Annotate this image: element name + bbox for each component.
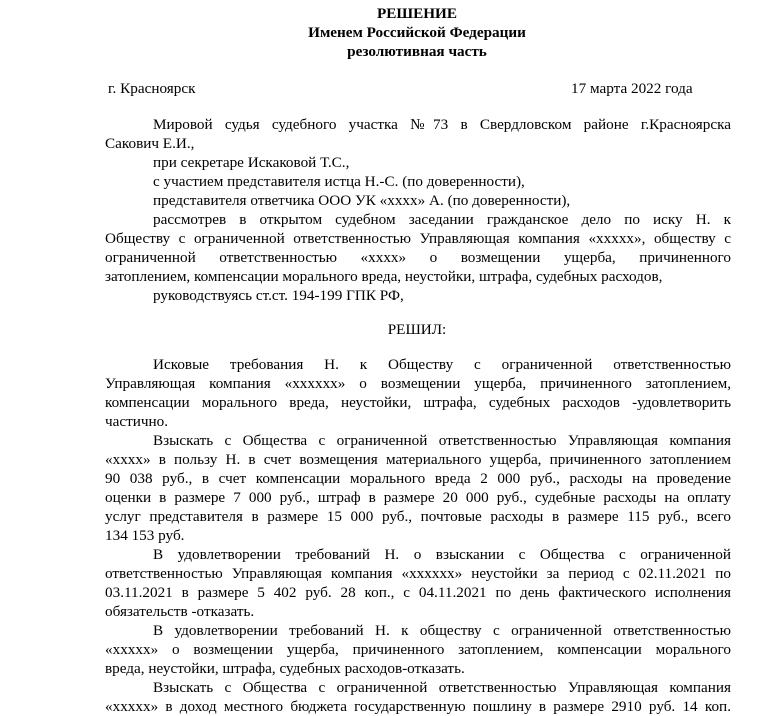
ruling-p5-line: Взыскать с Общества с ограниченной ответственностью Управляющая компания [153,679,731,696]
ruling-p2-line: 134 153 руб. [105,527,185,544]
ruling-p2-line: услуг представителя в размере 15 000 руб., почтовые расходы в размере 115 руб., всего [105,508,731,525]
plaintiff-rep-line: с участием представителя истца Н.-С. (по доверенности), [153,173,525,190]
case-line-3: ограниченной ответственностью «хххх» о возмещении ущерба, причиненного [105,249,731,266]
ruling-p1-line: Управляющая компания «хххххх» о возмещении ущерба, причиненного затоплением, [105,375,731,392]
document-title: РЕШЕНИЕ [377,5,457,22]
case-line-1: рассмотрев в открытом судебном заседании гражданское дело по иску Н. к [153,211,731,228]
case-line-4: затоплением, компенсации морального вреда, неустойки, штрафа, судебных расходов, [105,268,663,285]
defendant-rep-line: представителя ответчика ООО УК «хххх» А. (по доверенности), [153,192,571,209]
ruling-p5-line: «ххххх» в доход местного бюджета государственную пошлину в размере 2910 руб. 14 коп. [105,698,731,715]
ruling-p1-line: частично. [105,413,169,430]
ruling-p3-line: ответственностью Управляющая компания «хххххх» неустойки за период с 02.11.2021 по [105,565,731,582]
document-part-label: резолютивная часть [347,43,487,60]
ruling-p1-line: Исковые требования Н. к Обществу с ограниченной ответственностью [153,356,731,373]
ruling-p4-line: «ххххх» о возмещении ущерба, причиненного затоплением, компенсации морального [105,641,731,658]
place-label: г. Красноярск [108,80,196,97]
document-subtitle: Именем Российской Федерации [308,24,526,41]
ruling-p3-line: 03.11.2021 в размере 5 402 руб. 28 коп., с 04.11.2021 по день фактического исполнения [105,584,731,601]
ruling-p2-line: оценки в размере 7 000 руб., штраф в размере 20 000 руб., судебные расходы на оплату [105,489,731,506]
ruling-p4-line: вреда, неустойки, штрафа, судебных расходов-отказать. [105,660,465,677]
ruling-p2-line: Взыскать с Общества с ограниченной ответственностью Управляющая компания [153,432,731,449]
ruling-p2-line: 90 038 руб., в счет компенсации морального вреда 2 000 руб., расходы на проведение [105,470,731,487]
decided-heading: РЕШИЛ: [387,321,447,338]
judge-line-2: Сакович Е.И., [105,135,195,152]
secretary-line: при секретаре Искаковой Т.С., [153,154,350,171]
ruling-p3-line: обязательств -отказать. [105,603,255,620]
ruling-p4-line: В удовлетворении требований Н. к обществу с ограниченной ответственностью [153,622,731,639]
ruling-p2-line: «хххх» в пользу Н. в счет возмещения материального ущерба, причиненного затоплением [105,451,731,468]
judge-line-1: Мировой судья судебного участка №73 в Свердловском районе г.Красноярска [153,116,731,133]
ruling-p3-line: В удовлетворении требований Н. о взыскании с Общества с ограниченной [153,546,731,563]
ruling-p1-line: компенсации морального вреда, неустойки, штрафа, судебных расходов -удовлетворить [105,394,731,411]
date-label: 17 марта 2022 года [571,80,693,97]
case-line-2: Обществу с ограниченной ответственностью Управляющая компания «ххххх», обществу с [105,230,731,247]
guided-line: руководствуясь ст.ст. 194-199 ГПК РФ, [153,287,404,304]
